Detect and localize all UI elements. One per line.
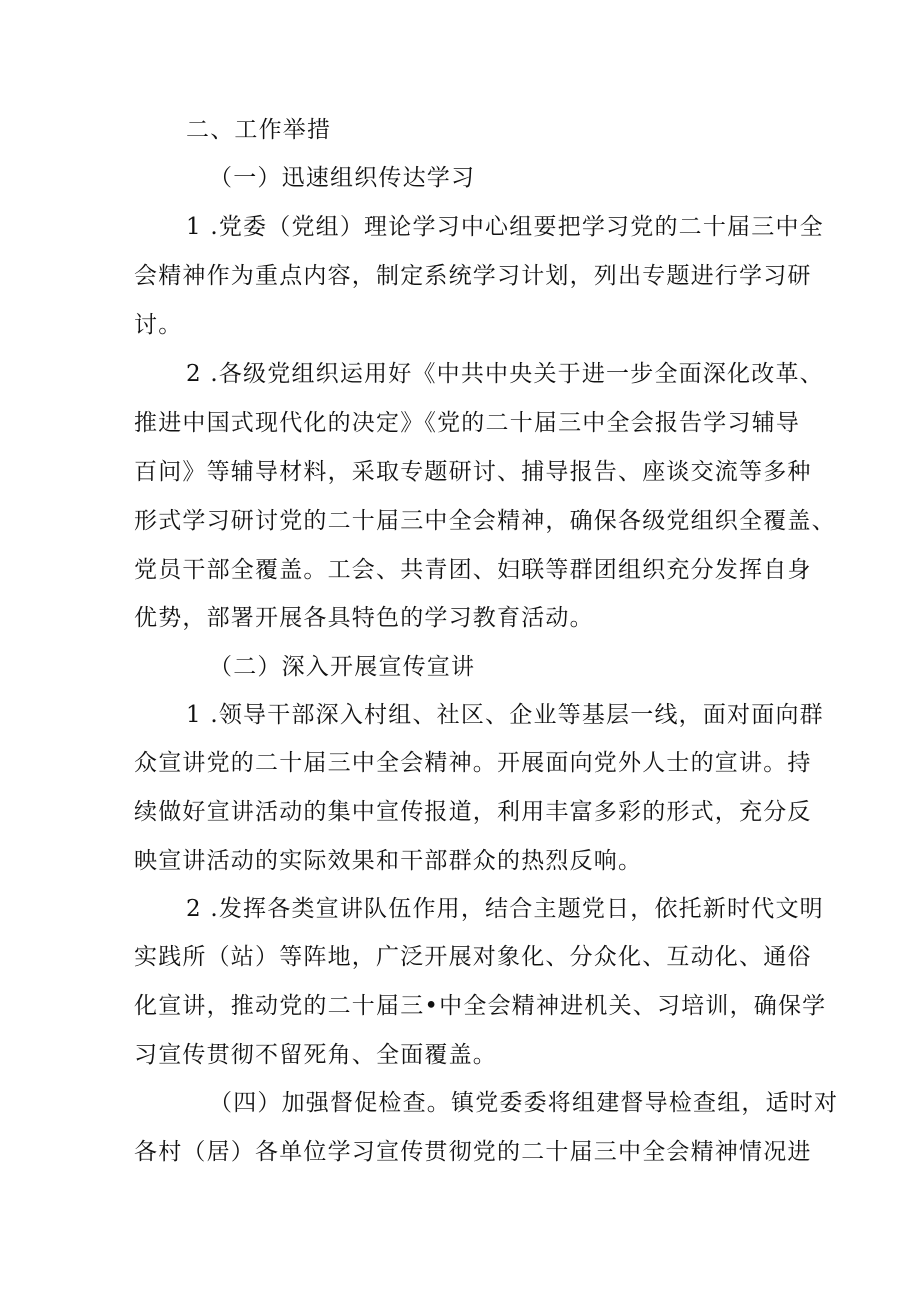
paragraph-line: 百问》等辅导材料，采取专题研讨、捕导报告、座谈交流等多种 <box>134 459 812 485</box>
paragraph-line: 映宣讲活动的实际效果和干部群众的热烈反响。 <box>134 848 643 874</box>
paragraph-line: 2 .发挥各类宣讲队伍作用，结合主题党日，依托新时代文明 <box>186 896 824 922</box>
paragraph-line: 讨。 <box>134 312 183 338</box>
paragraph-line: 众宣讲党的二十届三中全会精神。开展面向党外人士的宣讲。持 <box>134 750 812 776</box>
paragraph-line: 1 .领导干部深入村组、社区、企业等基层一线，面对面向群 <box>186 702 824 728</box>
paragraph-line: 推进中国式现代化的决定》《党的二十届三中全会报告学习辅导 <box>134 410 801 436</box>
paragraph-line: 各村（居）各单位学习宣传贯彻党的二十届三中全会精神情况进 <box>134 1139 812 1165</box>
paragraph-line: 2 .各级党组织运用好《中共中央关于进一步全面深化改革、 <box>186 361 824 387</box>
paragraph-line: 1 .党委（党组）理论学习中心组要把学习党的二十届三中全 <box>186 214 824 240</box>
paragraph-line: 习宣传贯彻不留死角、全面覆盖。 <box>134 1042 497 1068</box>
section-heading: 二、工作举措 <box>186 117 332 143</box>
paragraph-line: 续做好宣讲活动的集中宣传报道，利用丰富多彩的形式，充分反 <box>134 799 812 825</box>
paragraph-line: 党员干部全覆盖。工会、共青团、妇联等群团组织充分发挥自身 <box>134 557 812 583</box>
paragraph-line: 会精神作为重点内容，制定系统学习计划，列出专题进行学习研 <box>134 263 812 289</box>
subsection-title: （一）迅速组织传达学习 <box>209 165 476 191</box>
paragraph-line: （四）加强督促检查。镇党委委将组建督导检查组，适时对 <box>209 1090 839 1116</box>
paragraph-line: 实践所（站）等阵地，广泛开展对象化、分众化、互动化、通俗 <box>134 944 812 970</box>
paragraph-line: 优势，部署开展各具特色的学习教育活动。 <box>134 605 594 631</box>
paragraph-line: 化宣讲，推动党的二十届三•中全会精神进机关、习培训，确保学 <box>134 993 827 1019</box>
paragraph-line: 形式学习研讨党的二十届三中全会精神，确保各级党组织全覆盖、 <box>134 508 836 534</box>
subsection-title: （二）深入开展宣传宣讲 <box>209 654 476 680</box>
